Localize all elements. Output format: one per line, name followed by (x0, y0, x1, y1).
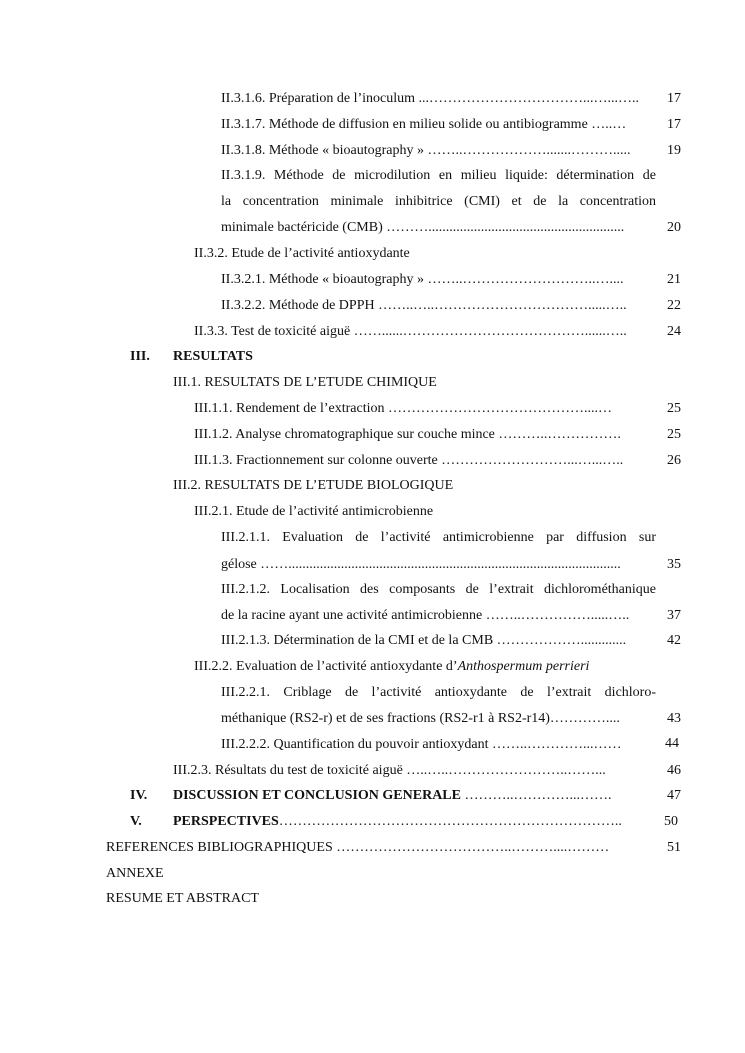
toc-entry-text (173, 787, 611, 805)
toc-entry-text (194, 658, 589, 676)
toc-entry-text: III.2.1.2. Localisation des composants de l’extrait dichlorométhanique (221, 582, 656, 597)
toc-entry-text: II.3.2.1. Méthode « bioautography » ……..………………………..….... (221, 272, 624, 287)
section-heading: DISCUSSION ET CONCLUSION GENERALE (173, 788, 461, 803)
toc-page-number: 22 (667, 298, 681, 313)
toc-entry-text: III.1. RESULTATS DE L’ETUDE CHIMIQUE (173, 375, 437, 390)
toc-entry-text: II.3.1.7. Méthode de diffusion en milieu solide ou antibiogramme …..… (221, 117, 627, 132)
toc-entry-text: III.2.2.2. Quantification du pouvoir antioxydant ……..…………...…… (221, 737, 622, 752)
toc-page-number: 20 (667, 220, 681, 235)
toc-entry-text: III.2.2.1. Criblage de l’activité antioxydante de l’extrait dichloro- (221, 685, 656, 700)
toc-page-number: 46 (667, 763, 681, 778)
toc-page-number: 25 (667, 427, 681, 442)
toc-entry-text: II.3.2. Etude de l’activité antioxydante (194, 246, 410, 261)
toc-entry-text: III.2.1. Etude de l’activité antimicrobienne (194, 504, 434, 519)
toc-entry-text: minimale bactéricide (CMB) ………........................................................ (221, 220, 625, 235)
toc-entry-text: III.2.1.1. Evaluation de l’activité antimicrobienne par diffusion sur (221, 530, 656, 545)
toc-entry-text: II.3.1.8. Méthode « bioautography » ……..……………….......………..... (221, 143, 631, 158)
toc-page-number: 17 (667, 117, 681, 132)
section-number: IV. (130, 788, 148, 803)
toc-page-number: 24 (667, 324, 681, 339)
toc-entry-text: RESUME ET ABSTRACT (106, 891, 259, 906)
toc-page-number: 35 (667, 557, 681, 572)
toc-entry-text: REFERENCES BIBLIOGRAPHIQUES ………………………………..………....……… (106, 840, 610, 855)
toc-entry-text: de la racine ayant une activité antimicrobienne ……..…………….....….. (221, 608, 630, 623)
species-name: Anthospermum perrieri (457, 659, 590, 674)
toc-entry-text: ANNEXE (106, 866, 164, 881)
section-number: V. (130, 814, 142, 829)
toc-page-number: 37 (667, 608, 681, 623)
toc-entry-text: III.2. RESULTATS DE L’ETUDE BIOLOGIQUE (173, 478, 454, 493)
toc-entry-text: III.1.2. Analyse chromatographique sur couche mince ………..……………. (194, 427, 621, 442)
toc-page-number: 25 (667, 401, 681, 416)
toc-page-number: 21 (667, 272, 681, 287)
toc-page-number: 26 (667, 453, 681, 468)
toc-page-number: 43 (667, 711, 681, 726)
toc-entry-text: II.3.1.6. Préparation de l’inoculum ...……………………………...…...….. (221, 91, 640, 106)
toc-page-number: 44 (665, 736, 679, 751)
toc-page-number: 50 (664, 814, 678, 829)
section-number: III. (130, 349, 150, 364)
section-heading: PERSPECTIVES (173, 814, 279, 829)
toc-entry-text: méthanique (RS2-r) et de ses fractions (RS2-r1 à RS2-r14)………….... (221, 711, 620, 726)
toc-entry-text: III.1.1. Rendement de l’extraction ……………………………………....… (194, 401, 612, 416)
toc-entry-text (173, 813, 622, 831)
toc-page-number: 51 (667, 840, 681, 855)
toc-entry-text: la concentration minimale inhibitrice (CMI) et de la concentration (221, 194, 656, 209)
toc-page-number: 19 (667, 143, 681, 158)
toc-entry-text: III.1.3. Fractionnement sur colonne ouverte ………………………...…...….. (194, 453, 624, 468)
toc-entry-text-plain: III.2.2. Evaluation de l’activité antioxydante d’ (194, 659, 458, 674)
toc-entry-text: II.3.3. Test de toxicité aiguë ……......…………………………………......….. (194, 324, 627, 339)
toc-page-number: 17 (667, 91, 681, 106)
dot-leader: ………..…………...……. (460, 788, 612, 803)
toc-page-number: 47 (667, 788, 681, 803)
dot-leader: ……………………………………………………………….. (278, 814, 622, 829)
toc-entry-text: II.3.1.9. Méthode de microdilution en milieu liquide: détermination de (221, 168, 656, 183)
toc-entry-text: III.2.3. Résultats du test de toxicité aiguë …..…..……………………..……... (173, 763, 606, 778)
toc-entry-text: II.3.2.2. Méthode de DPPH ……..…..…………………………….....….. (221, 298, 627, 313)
toc-page-number: 42 (667, 633, 681, 648)
toc-entry-text: III.2.1.3. Détermination de la CMI et de la CMB ………………............. (221, 633, 627, 648)
section-heading: RESULTATS (173, 349, 253, 364)
toc-entry-text: gélose ……............................................................................................... (221, 557, 621, 572)
